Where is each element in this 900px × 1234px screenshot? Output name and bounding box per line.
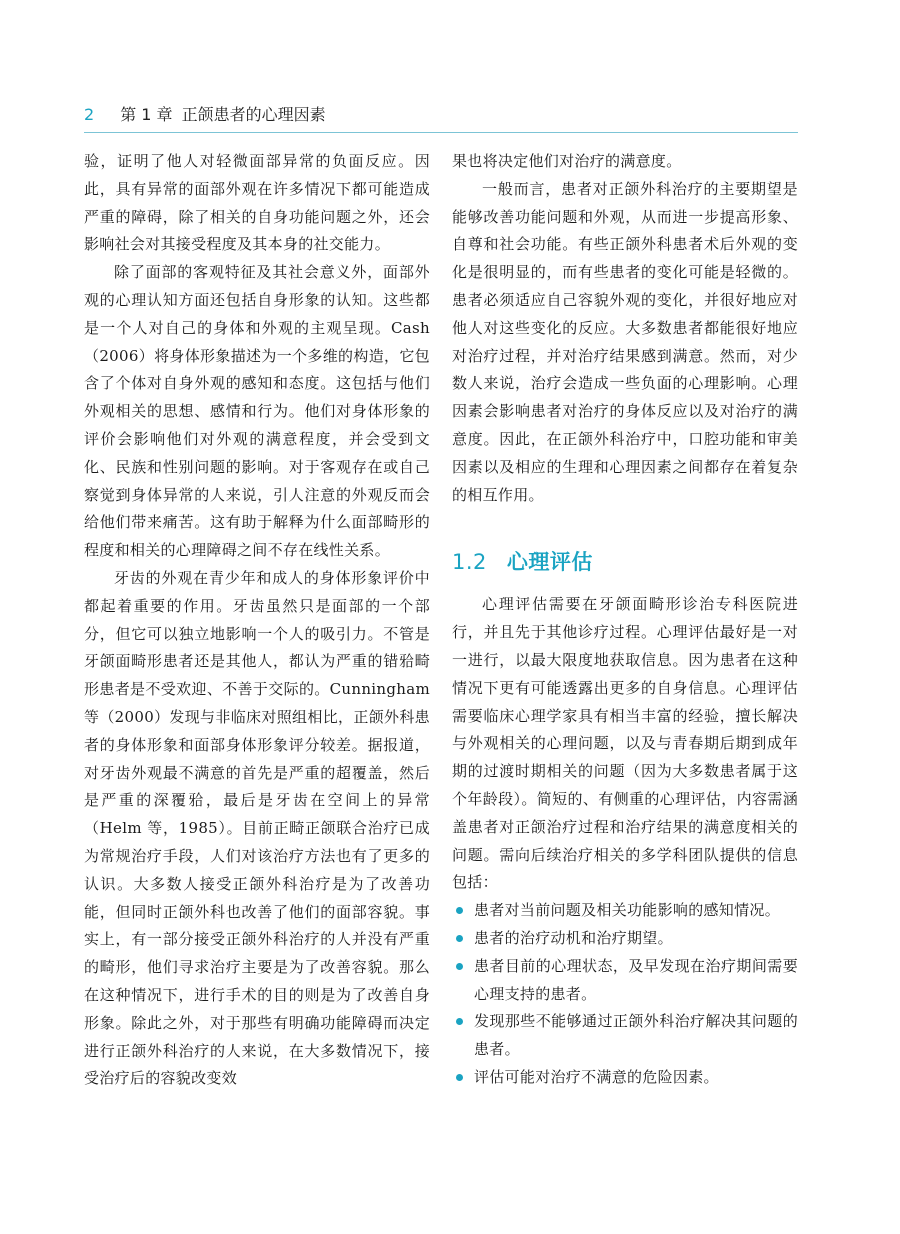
right-column [452, 148, 798, 1092]
list-item-text: 患者的治疗动机和治疗期望。 [474, 928, 673, 947]
list-item-text: 发现那些不能够通过正颌外科治疗解决其问题的患者。 [474, 1012, 798, 1059]
list-item-text: 患者对当前问题及相关功能影响的感知情况。 [474, 901, 781, 920]
page-header [84, 104, 798, 126]
bullet-icon [456, 935, 463, 942]
left-column [84, 148, 430, 1093]
chapter-title: 正颌患者的心理因素 [181, 105, 326, 124]
page-number: 2 [84, 105, 95, 124]
list-item [452, 1008, 798, 1064]
section-number: 1.2 [452, 550, 487, 575]
list-item [452, 925, 798, 953]
list-item-text: 评估可能对治疗不满意的危险因素。 [474, 1067, 719, 1086]
list-item [452, 897, 798, 925]
header-rule [84, 132, 798, 133]
section-title: 心理评估 [506, 550, 593, 575]
bullet-list [452, 897, 798, 1092]
bullet-icon [456, 963, 463, 970]
paragraph: 牙齿的外观在青少年和成人的身体形象评价中都起着重要的作用。牙齿虽然只是面部的一个部分，但它可以独立地影响一个人的吸引力。不管是牙颌面畸形患者还是其他人，都认为严重的错𬌗畸形患者是不受欢迎、不善于交际的。Cunningham 等（2000）发现与非临床对照组相比，正颌外科患者的身体形象和面部身体形象评分较差。据报道，对牙齿外观最不满意的首先是严重的超覆盖，然后是严重的深覆𬌗，最后是牙齿在空间上的异常（Helm 等，1985）。目前正畸正颌联合治疗已成为常规治疗手段，人们对该治疗方法也有了更多的认识。大多数人接受正颌外科治疗是为了改善功能，但同时正颌外科也改善了他们的面部容貌。事实上，有一部分接受正颌外科治疗的人并没有严重的畸形，他们寻求治疗主要是为了改善容貌。那么在这种情况下，进行手术的目的则是为了改善自身形象。除此之外，对于那些有明确功能障碍而决定进行正颌外科治疗的人来说，在大多数情况下，接受治疗后的容貌改变效 [84, 568, 430, 1088]
paragraph: 除了面部的客观特征及其社会意义外，面部外观的心理认知方面还包括自身形象的认知。这些都是一个人对自己的身体和外观的主观呈现。Cash（2006）将身体形象描述为一个多维的构造，它包含了个体对自身外观的感知和态度。这包括与他们外观相关的思想、感情和行为。他们对身体形象的评价会影响他们对外观的满意程度，并会受到文化、民族和性别问题的影响。对于客观存在或自己察觉到身体异常的人来说，引人注意的外观反而会给他们带来痛苦。这有助于解释为什么面部畸形的程度和相关的心理障碍之间不存在线性关系。 [84, 263, 430, 560]
paragraph: 果也将决定他们对治疗的满意度。 [452, 152, 682, 170]
bullet-icon [456, 907, 463, 914]
list-item [452, 1064, 798, 1092]
paragraph: 心理评估需要在牙颌面畸形诊治专科医院进行，并且先于其他诊疗过程。心理评估最好是一对一进行，以最大限度地获取信息。因为患者在这种情况下更有可能透露出更多的自身信息。心理评估需要临床心理学家具有相当丰富的经验，擅长解决与外观相关的心理问题，以及与青春期后期到成年期的过渡时期相关的问题（因为大多数患者属于这个年龄段）。简短的、有侧重的心理评估，内容需涵盖患者对正颌治疗过程和治疗结果的满意度相关的问题。需向后续治疗相关的多学科团队提供的信息包括： [452, 595, 798, 892]
paragraph: 验，证明了他人对轻微面部异常的负面反应。因此，具有异常的面部外观在许多情况下都可能造成严重的障碍，除了相关的自身功能问题之外，还会影响社会对其接受程度及其本身的社交能力。 [84, 152, 430, 254]
chapter-label: 第 1 章 [120, 105, 173, 124]
section-heading [452, 547, 798, 577]
list-item-text: 患者目前的心理状态，及早发现在治疗期间需要心理支持的患者。 [474, 956, 798, 1003]
paragraph: 一般而言，患者对正颌外科治疗的主要期望是能够改善功能问题和外观，从而进一步提高形象、自尊和社会功能。有些正颌外科患者术后外观的变化是很明显的，而有些患者的变化可能是轻微的。患者必须适应自己容貌外观的变化，并很好地应对他人对这些变化的反应。大多数患者都能很好地应对治疗过程，并对治疗结果感到满意。然而，对少数人来说，治疗会造成一些负面的心理影响。心理因素会影响患者对治疗的身体反应以及对治疗的满意度。因此，在正颌外科治疗中，口腔功能和审美因素以及相应的生理和心理因素之间都存在着复杂的相互作用。 [452, 179, 798, 504]
bullet-icon [456, 1074, 463, 1081]
bullet-icon [456, 1018, 463, 1025]
list-item [452, 953, 798, 1009]
